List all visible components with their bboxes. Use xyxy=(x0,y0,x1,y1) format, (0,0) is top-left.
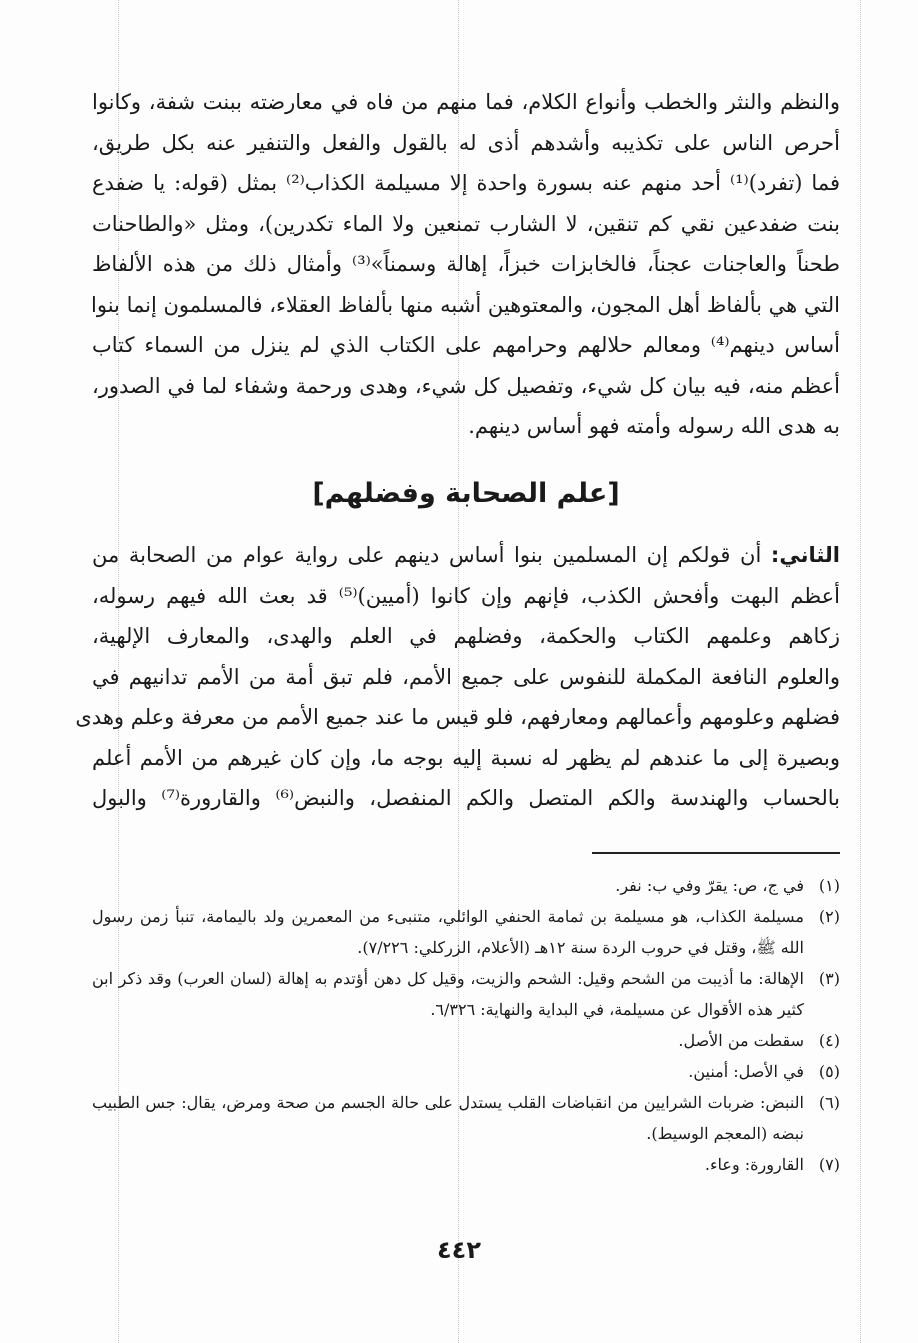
text-line: أحرص الناس على تكذيبه وأشدهم أذى له بالقول والفعل والتنفير عنه بكل طريق، xyxy=(92,130,840,155)
text-line: فما (تفرد)⁽¹⁾ أحد منهم عنه بسورة واحدة إلا مسيلمة الكذاب⁽²⁾ بمثل (قوله: يا ضفدع xyxy=(92,171,840,195)
text-line-first xyxy=(92,535,840,576)
text-line: زكاهم وعلمهم الكتاب والحكمة، وفضلهم في العلم والهدى، والمعارف الإلهية، xyxy=(92,624,840,648)
footnote-item xyxy=(92,1149,840,1180)
text-line: أعظم البهت وأفحش الكذب، فإنهم وإن كانوا (أميين)⁽⁵⁾ قد بعث الله فيهم رسوله، xyxy=(92,583,840,608)
footnote-number: (٦) xyxy=(818,1093,840,1112)
lead-word: الثاني: xyxy=(770,543,840,567)
scan-artifact-line xyxy=(860,0,861,1343)
text-span: أن قولكم إن المسلمين بنوا أساس دينهم على رواية عوام من الصحابة من xyxy=(92,543,771,567)
footnote-item xyxy=(92,1056,840,1087)
text-line: والعلوم النافعة المكملة للنفوس على جميع الأمم، فلم تبق أمة من الأمم تدانيهم في xyxy=(92,664,840,689)
footnote-text: سقطت من الأصل. xyxy=(678,1031,804,1050)
footnote-item xyxy=(92,870,840,901)
text-line: فضلهم وعلومهم وأعمالهم ومعارفهم، فلو قيس ما عند جميع الأمم من معرفة وعلم وهدى xyxy=(75,705,840,729)
footnote-item xyxy=(92,1087,840,1149)
footnote-text: في ج، ص: يقرّ وفي ب: نفر. xyxy=(615,876,804,895)
footnote-number: (٧) xyxy=(818,1155,840,1174)
text-line: بنت ضفدعين نقي كم تنقين، لا الشارب تمنعين ولا الماء تكدرين)، ومثل «والطاحنات xyxy=(92,211,840,236)
footnote-text: القارورة: وعاء. xyxy=(704,1155,804,1174)
footnote-text: النبض: ضربات الشرايين من انقباضات القلب يستدل على حالة الجسم من صحة ومرض، يقال: جس الطبيب نبضه (المعجم الوسيط). xyxy=(92,1093,804,1143)
footnote-divider xyxy=(592,852,840,854)
section-heading: [علم الصحابة وفضلهم] xyxy=(312,478,620,509)
paragraph-1 xyxy=(92,82,840,447)
text-line: بالحساب والهندسة والكم المتصل والكم المنفصل، والنبض⁽⁶⁾ والقارورة⁽⁷⁾ والبول xyxy=(92,786,840,810)
footnote-item xyxy=(92,901,840,963)
footnote-text: مسيلمة الكذاب، هو مسيلمة بن ثمامة الحنفي الوائلي، متنبىء من المعمرين ولد باليمامة، تنبأ زمن رسول الله ﷺ، وقتل في حروب الردة سنة ١٢هـ (الأعلام، الزركلي: ٧/٢٢٦). xyxy=(92,907,804,957)
footnote-number: (٤) xyxy=(818,1031,840,1050)
footnote-item xyxy=(92,1025,840,1056)
footnote-text: الإهالة: ما أذيبت من الشحم وقيل: الشحم والزيت، وقيل كل دهن أؤتدم به إهالة (لسان العرب) وقد ذكر ابن كثير هذه الأقوال عن مسيلمة، في البداية والنهاية: ٦/٣٢٦. xyxy=(92,969,804,1019)
footnote-item xyxy=(92,963,840,1025)
text-line: التي هي بألفاظ أهل المجون، والمعتوهين أشبه منها بألفاظ العقلاء، فالمسلمون إنما بنوا xyxy=(91,292,840,317)
text-line: والنظم والنثر والخطب وأنواع الكلام، فما منهم من فاه في معارضته ببنت شفة، وكانوا xyxy=(92,90,840,114)
footnotes xyxy=(92,870,840,1180)
paragraph-2 xyxy=(75,535,840,819)
footnote-number: (٢) xyxy=(818,907,840,926)
footnote-number: (١) xyxy=(818,876,840,895)
text-line: وبصيرة إلى ما عندهم لم يظهر له نسبة إليه بوجه ما، وإن كان غيرهم من الأمم أعلم xyxy=(92,745,840,770)
page-number: ٤٤٢ xyxy=(437,1236,481,1264)
text-line: أساس دينهم⁽⁴⁾ ومعالم حلالهم وحرامهم على الكتاب الذي لم ينزل من السماء كتاب xyxy=(92,333,840,357)
footnote-number: (٣) xyxy=(818,969,840,988)
footnote-text: في الأصل: أمنين. xyxy=(688,1062,804,1081)
text-line: أعظم منه، فيه بيان كل شيء، وتفصيل كل شيء، وهدى ورحمة وشفاء لما في الصدور، xyxy=(92,373,840,398)
text-line: به هدى الله رسوله وأمته فهو أساس دينهم. xyxy=(468,414,840,438)
footnote-number: (٥) xyxy=(818,1062,840,1081)
text-line: طحناً والعاجنات عجناً، فالخابزات خبزاً، إهالة وسمناً»⁽³⁾ وأمثال ذلك من هذه الألفاظ xyxy=(92,252,840,276)
